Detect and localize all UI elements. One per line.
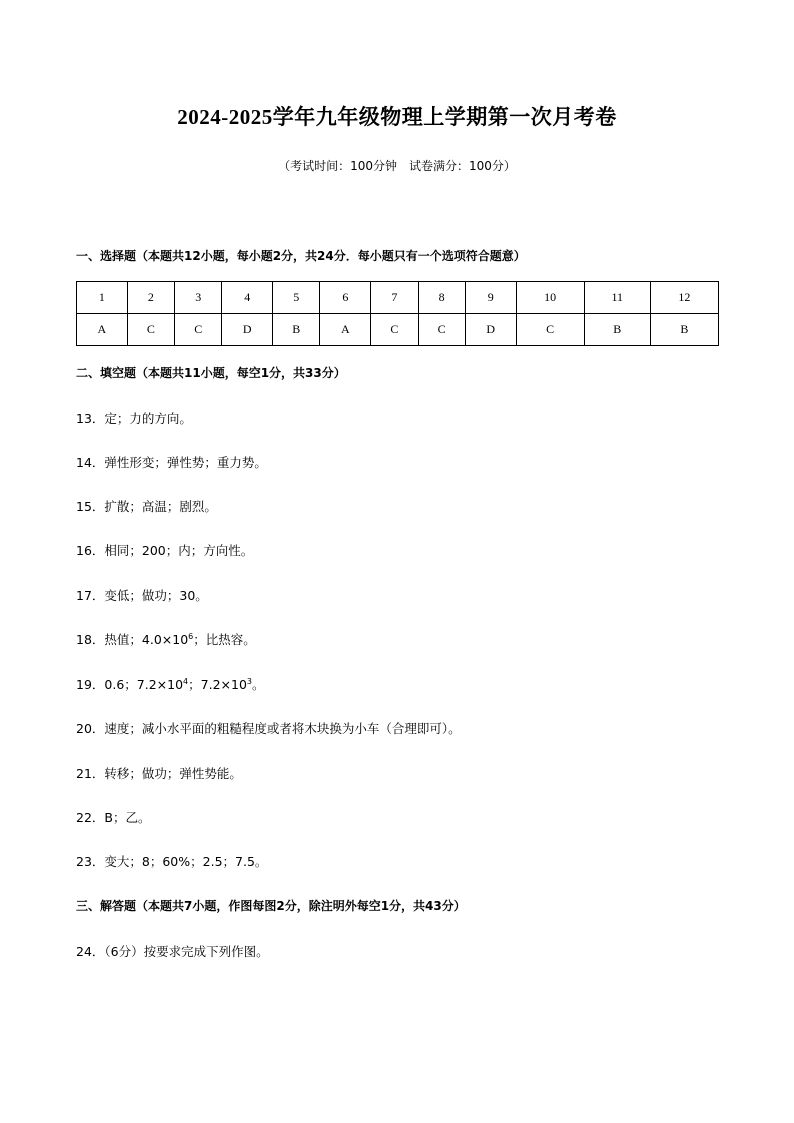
table-cell: C bbox=[127, 314, 174, 346]
table-cell: C bbox=[371, 314, 418, 346]
table-cell: 4 bbox=[222, 282, 273, 314]
table-cell: D bbox=[465, 314, 516, 346]
answer-19-text-mid: ；7.2×10 bbox=[188, 677, 247, 692]
answer-18-text: 18．热值；4.0×10 bbox=[76, 632, 189, 647]
answer-22: 22．B；乙。 bbox=[76, 810, 151, 825]
table-cell: 9 bbox=[465, 282, 516, 314]
table-cell: 5 bbox=[273, 282, 320, 314]
exam-info: （考试时间：100分钟 试卷满分：100分） bbox=[278, 159, 516, 173]
table-cell: 6 bbox=[320, 282, 371, 314]
table-cell: 12 bbox=[650, 282, 718, 314]
answer-table-answer-row bbox=[77, 314, 719, 346]
answer-23: 23．变大；8；60%；2.5；7.5。 bbox=[76, 854, 268, 869]
table-cell: A bbox=[77, 314, 128, 346]
table-cell: C bbox=[516, 314, 584, 346]
answer-24: 24．（6分）按要求完成下列作图。 bbox=[76, 944, 269, 959]
table-cell: A bbox=[320, 314, 371, 346]
answer-20: 20．速度；减小水平面的粗糙程度或者将木块换为小车（合理即可）。 bbox=[76, 721, 461, 736]
page-title: 2024-2025学年九年级物理上学期第一次月考卷 bbox=[177, 105, 617, 129]
section-1-heading: 一、选择题（本题共12小题，每小题2分，共24分．每小题只有一个选项符合题意） bbox=[76, 249, 526, 263]
answer-table-number-row bbox=[77, 282, 719, 314]
table-cell: B bbox=[584, 314, 650, 346]
table-cell: 10 bbox=[516, 282, 584, 314]
answer-18-text-end: ；比热容。 bbox=[193, 632, 256, 647]
table-cell: 7 bbox=[371, 282, 418, 314]
table-cell: 1 bbox=[77, 282, 128, 314]
table-cell: 3 bbox=[175, 282, 222, 314]
table-cell: 2 bbox=[127, 282, 174, 314]
answer-table bbox=[76, 281, 719, 346]
table-cell: C bbox=[418, 314, 465, 346]
answer-15: 15．扩散；高温；剧烈。 bbox=[76, 499, 217, 514]
answer-21: 21．转移；做功；弹性势能。 bbox=[76, 766, 242, 781]
answer-18 bbox=[76, 630, 256, 648]
table-cell: B bbox=[273, 314, 320, 346]
answer-13: 13．定；力的方向。 bbox=[76, 411, 192, 426]
answer-17: 17．变低；做功；30。 bbox=[76, 588, 208, 603]
table-cell: 8 bbox=[418, 282, 465, 314]
answer-19 bbox=[76, 675, 265, 693]
answer-14: 14．弹性形变；弹性势；重力势。 bbox=[76, 455, 267, 470]
table-cell: 11 bbox=[584, 282, 650, 314]
answer-19-text-end: 。 bbox=[252, 677, 265, 692]
exponent: 3 bbox=[246, 676, 252, 686]
table-cell: D bbox=[222, 314, 273, 346]
exponent: 4 bbox=[183, 676, 189, 686]
section-2-heading: 二、填空题（本题共11小题，每空1分，共33分） bbox=[76, 366, 346, 380]
answer-16: 16．相同；200；内；方向性。 bbox=[76, 543, 254, 558]
answer-19-text: 19．0.6；7.2×10 bbox=[76, 677, 184, 692]
table-cell: C bbox=[175, 314, 222, 346]
table-cell: B bbox=[650, 314, 718, 346]
exponent: 6 bbox=[188, 631, 194, 641]
section-3-heading: 三、解答题（本题共7小题，作图每图2分，除注明外每空1分，共43分） bbox=[76, 899, 466, 913]
